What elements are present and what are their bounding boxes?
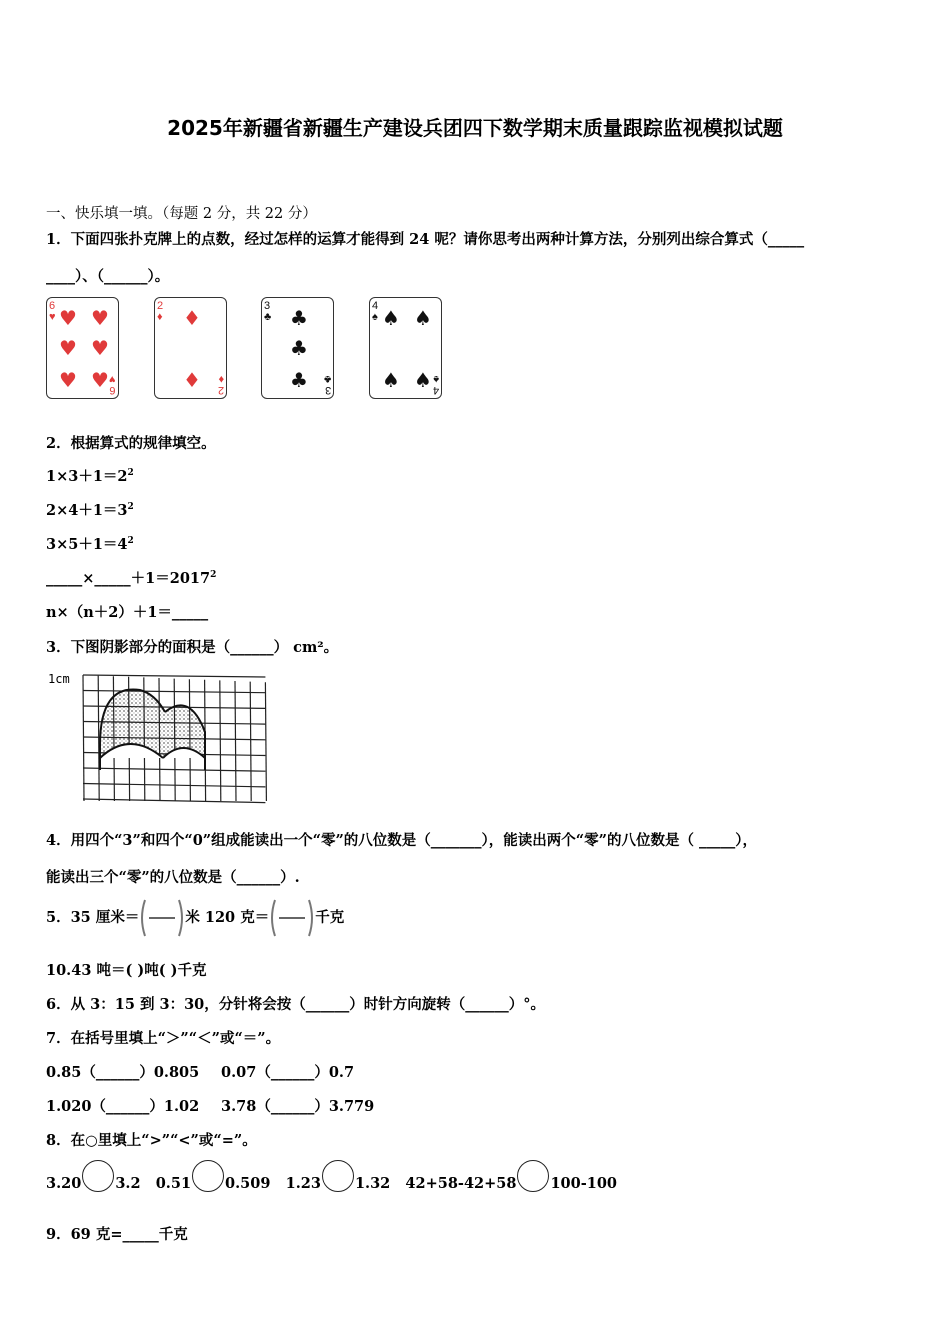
q8-heading: 8．在○里填上“>”“<”或“=”。 <box>46 1132 257 1149</box>
card-suit-pip-icon: ♣ <box>290 306 308 330</box>
card-rank-corner: 2 ♦ <box>217 373 224 396</box>
fraction-blank-2[interactable] <box>269 898 315 938</box>
compare-circle[interactable] <box>322 1160 354 1192</box>
card-rank-corner: 3 ♣ <box>323 373 331 396</box>
q3-question: 3．下图阴影部分的面积是（______） cm²。 <box>46 639 339 656</box>
q1-line1: 1．下面四张扑克牌上的点数，经过怎样的运算才能得到 24 呢？请你思考出两种计算方法，分别列出综合算式（_____ <box>46 231 805 248</box>
grid-line <box>174 679 175 801</box>
card-suit-pip-icon: ♦ <box>183 368 201 392</box>
page-title: 2025年新疆省新疆生产建设兵团四下数学期末质量跟踪监视模拟试题 <box>167 116 783 140</box>
compare-circle[interactable] <box>517 1160 549 1192</box>
grid-line <box>189 679 190 801</box>
compare-circle[interactable] <box>192 1160 224 1192</box>
q4-line1: 4．用四个“3”和四个“0”组成能读出一个“零”的八位数是（_______），能读出两个“零”的八位数是（ _____）， <box>46 832 758 849</box>
card-rank-corner: 3 ♣ <box>264 300 272 323</box>
grid-line <box>235 681 236 801</box>
playing-card <box>46 297 119 399</box>
grid-line <box>83 784 265 787</box>
q8-comparisons: 3.20 3.2 0.51 0.509 1.23 1.32 42+58-42+58 100-100 <box>46 1168 617 1200</box>
grid-line <box>83 768 265 771</box>
card-rank-corner: 6 ♥ <box>109 373 116 396</box>
card-rank-corner: 4 ♠ <box>372 300 379 323</box>
grid-line <box>220 680 221 801</box>
card-suit-pip-icon: ♥ <box>59 368 77 392</box>
compare-circle[interactable] <box>82 1160 114 1192</box>
q1-line2: ____）、（______）。 <box>46 268 170 285</box>
q2-equation-5: n×（n＋2）＋1＝_____ <box>46 604 209 621</box>
card-suit-pip-icon: ♥ <box>91 336 109 360</box>
card-suit-pip-icon: ♥ <box>59 306 77 330</box>
card-suit-pip-icon: ♠ <box>414 368 432 392</box>
card-suit-pip-icon: ♠ <box>382 306 400 330</box>
q6-question: 6．从 3：15 到 3：30，分针将会按（______）时针方向旋转（______）°。 <box>46 996 546 1013</box>
grid-line <box>83 675 265 677</box>
grid-line <box>250 682 251 801</box>
q4-line2: 能读出三个“零”的八位数是（______）. <box>46 869 300 886</box>
q7-heading: 7．在括号里填上“＞”“＜”或“＝”。 <box>46 1030 281 1047</box>
grid-line <box>98 676 99 801</box>
playing-card <box>154 297 227 399</box>
q7-item: 3.78（______）3.779 <box>221 1098 375 1115</box>
card-suit-pip-icon: ♥ <box>59 336 77 360</box>
grid-scale-label: 1cm <box>48 672 70 686</box>
card-rank-corner: 4 ♠ <box>432 373 439 396</box>
q5-line1: 5．35 厘米＝ 米 120 克＝ 千克 <box>46 898 344 938</box>
card-suit-pip-icon: ♠ <box>414 306 432 330</box>
section-heading: 一、快乐填一填。（每题 2 分，共 22 分） <box>46 206 317 222</box>
fraction-blank-1[interactable] <box>139 898 185 938</box>
card-suit-pip-icon: ♣ <box>290 368 308 392</box>
q5-line2: 10.43 吨＝( )吨( )千克 <box>46 962 207 979</box>
grid-line <box>83 799 265 803</box>
card-suit-pip-icon: ♥ <box>91 368 109 392</box>
q9-question: 9．69 克=_____千克 <box>46 1226 188 1243</box>
card-suit-pip-icon: ♥ <box>91 306 109 330</box>
card-suit-pip-icon: ♣ <box>290 336 308 360</box>
card-rank-corner: 6 ♥ <box>49 300 56 323</box>
q2-equation-3: $3\times 5+1=4^2$ <box>46 536 134 553</box>
card-suit-pip-icon: ♠ <box>382 368 400 392</box>
q2-equation-4: $\_\_\_\_\_\times\_\_\_\_\_+1=2017^2$ <box>46 570 217 587</box>
q2-heading: 2．根据算式的规律填空。 <box>46 435 216 452</box>
grid-line <box>83 675 84 801</box>
playing-card <box>369 297 442 399</box>
q7-item: 0.07（______）0.7 <box>221 1064 355 1081</box>
grid-line <box>265 682 266 801</box>
card-suit-pip-icon: ♦ <box>183 306 201 330</box>
q2-equation-2: $2\times 4+1=3^2$ <box>46 502 134 519</box>
card-rank-corner: 2 ♦ <box>157 300 164 323</box>
shaded-area-grid-figure <box>75 670 270 805</box>
q7-item: 1.020（______）1.02 <box>46 1098 200 1115</box>
playing-card <box>261 297 334 399</box>
q2-equation-1: $1\times 3+1=2^2$ <box>46 468 134 485</box>
q7-item: 0.85（______）0.805 <box>46 1064 200 1081</box>
grid-line <box>159 678 160 801</box>
